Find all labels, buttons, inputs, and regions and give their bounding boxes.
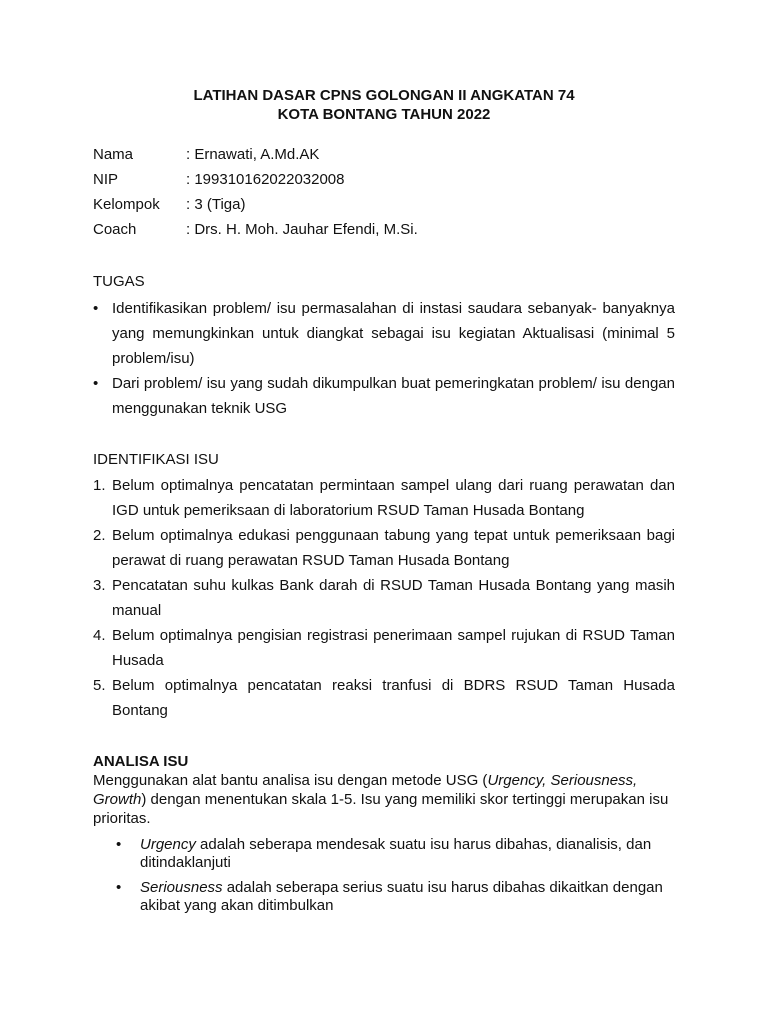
list-item-text: adalah seberapa mendesak suatu isu harus dibahas, dianalisis, dan ditindaklanjuti (140, 836, 652, 871)
identity-row (93, 145, 418, 170)
analisa-term: Seriousness (140, 879, 223, 896)
identifikasi-heading: IDENTIFIKASI ISU (93, 451, 219, 468)
document-title-line-2: KOTA BONTANG TAHUN 2022 (277, 106, 491, 123)
list-item (93, 673, 675, 723)
list-item-text: Belum optimalnya edukasi penggunaan tabung yang tepat untuk pemeriksaan bagi perawat di ruang perawatan RSUD Taman Husada Bontang (112, 527, 675, 569)
identity-label: NIP (93, 171, 119, 188)
analisa-term: Urgency (140, 836, 196, 853)
list-item (93, 371, 675, 421)
identity-row (93, 170, 418, 195)
list-item-text: Belum optimalnya pengisian registrasi penerimaan sampel rujukan di RSUD Taman Husada (112, 627, 675, 669)
list-number: 5. (93, 677, 106, 694)
bullet-icon: • (116, 879, 122, 896)
identity-value: : Drs. H. Moh. Jauhar Efendi, M.Si. (186, 221, 418, 238)
identifikasi-list (93, 473, 675, 723)
bullet-icon: • (93, 300, 99, 317)
analisa-intro (93, 771, 673, 828)
analisa-intro-text: Menggunakan alat bantu analisa isu dengan metode USG ( (93, 772, 488, 789)
analisa-list (116, 836, 676, 922)
list-item-text: adalah seberapa serius suatu isu harus dibahas dikaitkan dengan akibat yang akan ditimbulkan (140, 879, 663, 914)
list-item (93, 523, 675, 573)
list-item (93, 296, 675, 371)
identity-table (93, 145, 418, 245)
list-item-text: Dari problem/ isu yang sudah dikumpulkan buat pemeringkatan problem/ isu dengan menggunakan teknik USG (112, 375, 675, 417)
analisa-intro-text: ) dengan menentukan skala 1-5. Isu yang memiliki skor tertinggi merupakan isu prioritas. (93, 791, 669, 827)
identity-label: Nama (93, 146, 134, 163)
identity-value: : 199310162022032008 (186, 171, 345, 188)
list-item-text: Belum optimalnya pencatatan permintaan sampel ulang dari ruang perawatan dan IGD untuk pemeriksaan di laboratorium RSUD Taman Husada Bontang (112, 477, 675, 519)
analisa-heading: ANALISA ISU (93, 753, 189, 770)
list-item (93, 473, 675, 523)
bullet-icon: • (93, 375, 99, 392)
identity-row (93, 195, 418, 220)
tugas-heading: TUGAS (93, 273, 145, 290)
list-item (93, 573, 675, 623)
list-number: 1. (93, 477, 106, 494)
list-item (116, 879, 676, 915)
identity-value: : Ernawati, A.Md.AK (186, 146, 320, 163)
identity-value: : 3 (Tiga) (186, 196, 246, 213)
list-item-text: Identifikasikan problem/ isu permasalahan di instasi saudara sebanyak- banyaknya yang memungkinkan untuk diangkat sebagai isu kegiatan Aktualisasi (minimal 5 problem/isu) (112, 300, 675, 367)
list-item (116, 836, 676, 872)
identity-row (93, 220, 418, 245)
list-item-text: Belum optimalnya pencatatan reaksi tranfusi di BDRS RSUD Taman Husada Bontang (112, 677, 675, 719)
identity-label: Kelompok (93, 196, 160, 213)
list-number: 4. (93, 627, 106, 644)
analisa-intro-italic: Urgency, Seriousness, Growth (93, 772, 638, 808)
list-number: 2. (93, 527, 106, 544)
document-title-line-1: LATIHAN DASAR CPNS GOLONGAN II ANGKATAN 74 (193, 87, 575, 104)
list-number: 3. (93, 577, 106, 594)
identity-label: Coach (93, 221, 137, 238)
list-item-text: Pencatatan suhu kulkas Bank darah di RSUD Taman Husada Bontang yang masih manual (112, 577, 675, 619)
list-item (93, 623, 675, 673)
bullet-icon: • (116, 836, 122, 853)
tugas-list (93, 296, 675, 421)
